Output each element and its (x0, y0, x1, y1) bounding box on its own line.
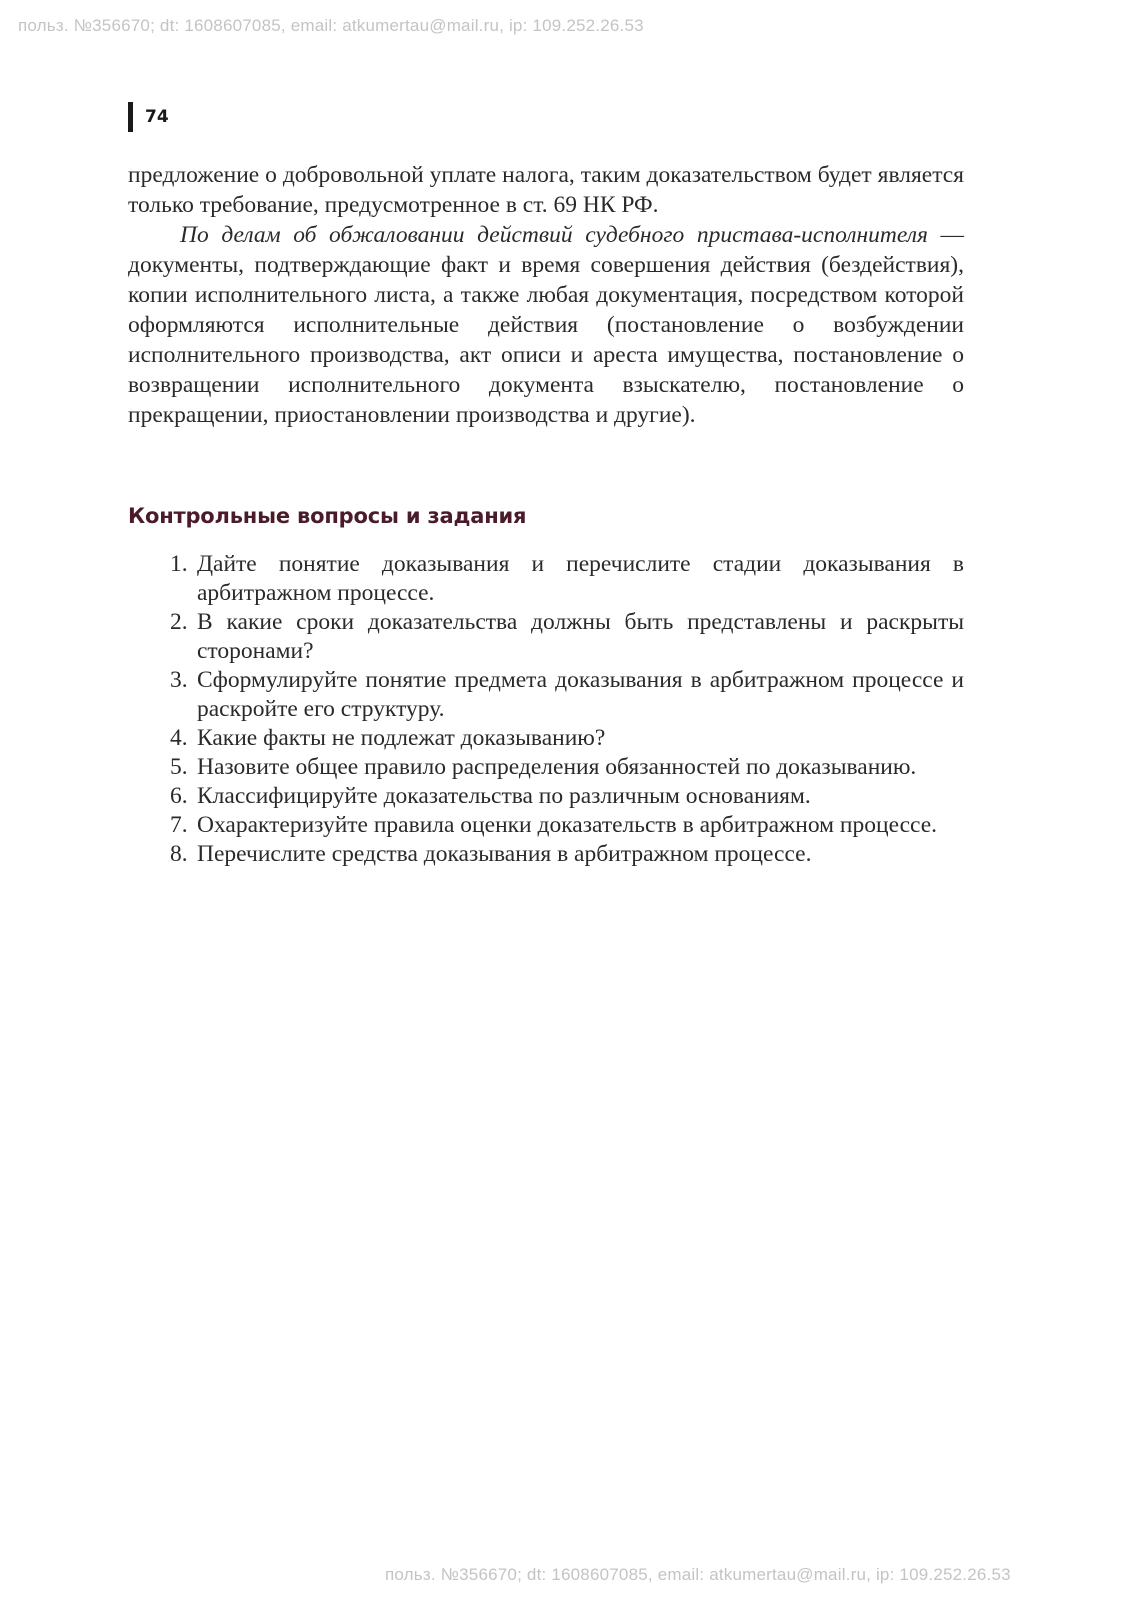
question-item (170, 724, 964, 753)
question-text: Классифицируйте доказательства по различным основаниям. (197, 783, 811, 809)
question-text: Сформулируйте понятие предмета доказывания в арбитражном процессе и раскройте его структуру. (197, 667, 964, 722)
question-text: Перечислите средства доказывания в арбитражном процессе. (197, 841, 812, 867)
question-number: 5. (170, 754, 188, 780)
question-number: 7. (170, 812, 188, 838)
question-text: Дайте понятие доказывания и перечислите стадии доказывания в арбитражном процессе. (197, 551, 964, 606)
question-text: Назовите общее правило распределения обязанностей по доказыванию. (197, 754, 917, 780)
question-text: Какие факты не подлежат доказыванию? (197, 725, 606, 751)
question-number: 3. (170, 667, 188, 693)
paragraph-2 (128, 220, 964, 430)
question-item (170, 753, 964, 782)
watermark-bottom: польз. №356670; dt: 1608607085, email: atkumertau@mail.ru, ip: 109.252.26.53 (385, 1565, 1011, 1584)
section-heading: Контрольные вопросы и задания (128, 504, 527, 528)
question-number: 6. (170, 783, 188, 809)
paragraph-2-rest: — документы, подтверждающие факт и время совершения действия (бездействия), копии исполнительного листа, а также любая документация, посредством которой оформляются исполнительные действия (постановление о возбуждении исполнительного производства, акт описи и ареста имущества, постановление о возвращении исполнительного документа взыскателю, постановление о прекращении, приостановлении производства и другие). (128, 222, 964, 428)
page-header (128, 102, 169, 132)
page-number: 74 (145, 107, 169, 127)
question-item (170, 782, 964, 811)
question-number: 2. (170, 609, 188, 635)
question-item (170, 666, 964, 724)
question-number: 8. (170, 841, 188, 867)
question-text: В какие сроки доказательства должны быть представлены и раскрыты сторонами? (197, 609, 964, 664)
question-item (170, 840, 964, 869)
paragraph-2-italic: По делам об обжаловании действий судебного пристава-исполнителя (180, 222, 928, 248)
question-item (170, 550, 964, 608)
question-item (170, 811, 964, 840)
question-item (170, 608, 964, 666)
header-bar (128, 102, 133, 132)
question-number: 4. (170, 725, 188, 751)
paragraph-1: предложение о добровольной уплате налога, таким доказательством будет является только требование, предусмотренное в ст. 69 НК РФ. (128, 162, 964, 218)
question-text: Охарактеризуйте правила оценки доказательств в арбитражном процессе. (197, 812, 938, 838)
questions-list (170, 550, 964, 869)
watermark-top: польз. №356670; dt: 1608607085, email: atkumertau@mail.ru, ip: 109.252.26.53 (18, 16, 644, 35)
question-number: 1. (170, 551, 188, 577)
body-text (128, 160, 964, 430)
